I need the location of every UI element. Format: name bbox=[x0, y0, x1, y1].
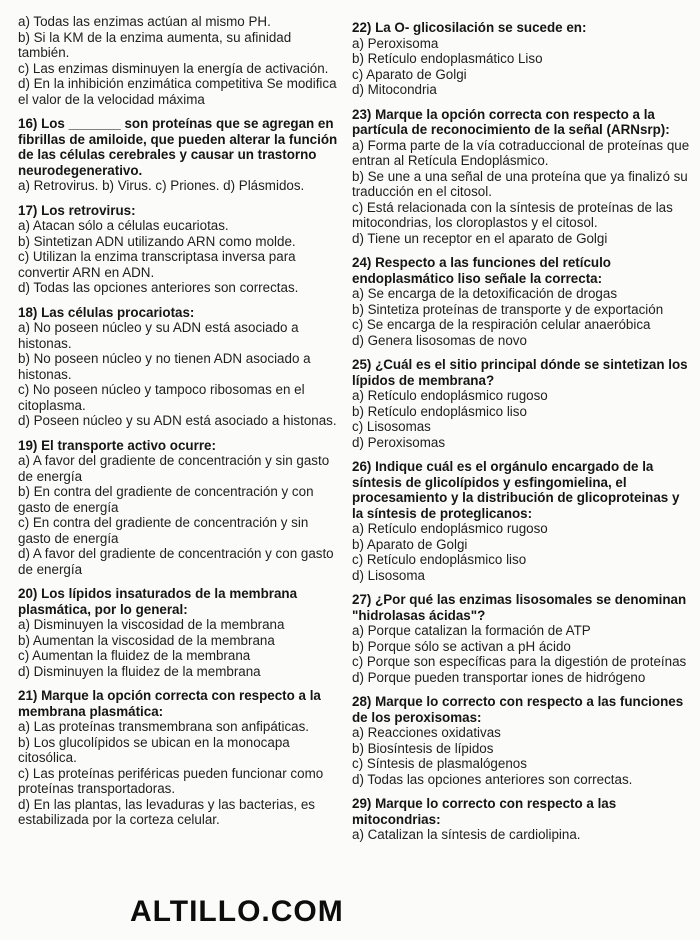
question-title: 16) Los _______ son proteínas que se agregan en fibrillas de amiloide, que pueden alterar la función de las células cerebrales y causar un trastorno neurodegenerativo. bbox=[18, 116, 338, 178]
answer-option: b) Se une a una señal de una proteína que ya finalizó su traducción en el citosol. bbox=[352, 168, 688, 199]
answer-option: a) Se encarga de la detoxificación de drogas bbox=[352, 286, 618, 301]
question-title: 28) Marque lo correcto con respecto a las funciones de los peroxisomas: bbox=[352, 694, 684, 725]
answer-option: a) Retículo endoplásmico rugoso bbox=[352, 521, 548, 536]
answer-option: a) A favor del gradiente de concentración y sin gasto de energía bbox=[18, 453, 330, 484]
answer-option: c) Las enzimas disminuyen la energía de activación. bbox=[18, 60, 329, 76]
answer-option: c) En contra del gradiente de concentración y sin gasto de energía bbox=[18, 515, 309, 546]
question-title: 23) Marque la opción correcta con respecto a la partícula de reconocimiento de la señal (ARNsrp): bbox=[352, 106, 670, 137]
answer-option: c) Lisosomas bbox=[352, 419, 431, 434]
answer-option: d) Disminuyen la fluidez de la membrana bbox=[18, 663, 261, 679]
answer-option: c) Retículo endoplásmico liso bbox=[352, 552, 527, 567]
answer-option: b) Si la KM de la enzima aumenta, su afinidad también. bbox=[18, 29, 292, 60]
answer-option: b) Sintetizan ADN utilizando ARN como molde. bbox=[18, 233, 296, 249]
answer-option: d) Peroxisomas bbox=[352, 434, 446, 450]
answer-option: c) Porque son específicas para la digestión de proteínas bbox=[352, 654, 687, 669]
question-25 bbox=[352, 357, 692, 450]
answer-option: c) Las proteínas periféricas pueden funcionar como proteínas transportadoras. bbox=[18, 765, 324, 796]
answer-option: a) Retículo endoplásmico rugoso bbox=[352, 388, 548, 403]
question-24 bbox=[352, 255, 692, 348]
answer-option: a) Retrovirus. b) Virus. c) Priones. d) Plásmidos. bbox=[18, 178, 305, 193]
question-title: 17) Los retrovirus: bbox=[18, 202, 136, 218]
question-29 bbox=[352, 796, 692, 843]
answer-option: b) Sintetiza proteínas de transporte y de exportación bbox=[352, 301, 664, 317]
question-title: 25) ¿Cuál es el sitio principal dónde se sintetizan los lípidos de membrana? bbox=[352, 357, 688, 388]
question-15-remainder bbox=[18, 14, 344, 107]
answer-option: b) No poseen núcleo y no tienen ADN asociado a histonas. bbox=[18, 351, 311, 382]
answer-option: d) Mitocondria bbox=[352, 82, 437, 97]
answer-option: a) Forma parte de la vía cotraduccional de proteínas que entran al Retícula Endoplásmico. bbox=[352, 137, 690, 168]
answer-option: c) Utilizan la enzima transcriptasa inversa para convertir ARN en ADN. bbox=[18, 249, 296, 280]
answer-option: b) Aparato de Golgi bbox=[352, 536, 468, 552]
site-watermark: ALTILLO.COM bbox=[130, 895, 344, 928]
answer-option: d) Lisosoma bbox=[352, 567, 425, 583]
question-28 bbox=[352, 694, 692, 787]
question-18 bbox=[18, 305, 344, 429]
answer-option: d) Todas las opciones anteriores son correctas. bbox=[18, 280, 299, 295]
answer-option: a) Reacciones oxidativas bbox=[352, 725, 501, 740]
question-title: 19) El transporte activo ocurre: bbox=[18, 437, 216, 453]
answer-option: d) Poseen núcleo y su ADN está asociado a histonas. bbox=[18, 413, 337, 428]
answer-option: a) Atacan sólo a células eucariotas. bbox=[18, 218, 229, 233]
answer-option: a) Catalizan la síntesis de cardiolipina. bbox=[352, 827, 581, 842]
question-title: 24) Respecto a las funciones del retículo endoplasmático liso señale la correcta: bbox=[352, 255, 611, 286]
answer-option: b) Retículo endoplasmático Liso bbox=[352, 51, 543, 66]
left-column bbox=[18, 14, 344, 837]
question-title: 21) Marque la opción correcta con respecto a la membrana plasmática: bbox=[18, 688, 321, 719]
question-26 bbox=[352, 459, 692, 583]
question-19 bbox=[18, 438, 344, 578]
answer-option: d) Genera lisosomas de novo bbox=[352, 332, 527, 348]
question-22 bbox=[352, 20, 692, 98]
answer-option: a) Todas las enzimas actúan al mismo PH. bbox=[18, 14, 271, 29]
answer-option: d) A favor del gradiente de concentración y con gasto de energía bbox=[18, 546, 334, 577]
question-21 bbox=[18, 688, 344, 828]
question-23 bbox=[352, 107, 692, 247]
question-title: 18) Las células procariotas: bbox=[18, 304, 195, 320]
answer-option: d) En la inhibición enzimática competitiva Se modifica el valor de la velocidad máxima bbox=[18, 76, 337, 107]
question-title: 22) La O- glicosilación se sucede en: bbox=[352, 20, 587, 35]
answer-option: d) Tiene un receptor en el aparato de Golgi bbox=[352, 230, 608, 246]
question-16 bbox=[18, 116, 344, 194]
answer-option: c) Síntesis de plasmalógenos bbox=[352, 756, 527, 771]
answer-option: a) No poseen núcleo y su ADN está asociado a histonas. bbox=[18, 320, 299, 351]
answer-option: c) Está relacionada con la síntesis de proteínas de las mitocondrias, los cloroplastos y el citosol. bbox=[352, 199, 673, 230]
question-17 bbox=[18, 203, 344, 296]
answer-option: b) Biosíntesis de lípidos bbox=[352, 740, 494, 756]
answer-option: a) Las proteínas transmembrana son anfipáticas. bbox=[18, 719, 310, 734]
answer-option: b) Porque sólo se activan a pH ácido bbox=[352, 638, 571, 654]
answer-option: c) Aumentan la fluidez de la membrana bbox=[18, 648, 251, 663]
answer-option: b) Aumentan la viscosidad de la membrana bbox=[18, 632, 275, 648]
answer-option: c) Se encarga de la respiración celular anaeróbica bbox=[352, 317, 651, 332]
answer-option: d) Porque pueden transportar iones de hidrógeno bbox=[352, 669, 646, 685]
answer-option: c) No poseen núcleo y tampoco ribosomas en el citoplasma. bbox=[18, 382, 305, 413]
right-column bbox=[352, 20, 692, 852]
answer-option: b) Retículo endoplásmico liso bbox=[352, 403, 527, 419]
answer-option: b) En contra del gradiente de concentración y con gasto de energía bbox=[18, 484, 314, 515]
answer-option: d) Todas las opciones anteriores son correctas. bbox=[352, 771, 633, 787]
question-title: 20) Los lípidos insaturados de la membrana plasmática, por lo general: bbox=[18, 586, 298, 617]
question-title: 29) Marque lo correcto con respecto a las mitocondrias: bbox=[352, 796, 617, 827]
answer-option: b) Los glucolípidos se ubican en la monocapa citosólica. bbox=[18, 734, 290, 765]
answer-option: c) Aparato de Golgi bbox=[352, 66, 467, 82]
question-title: 26) Indique cuál es el orgánulo encargado de la síntesis de glicolípidos y esfingomielina, el procesamiento y la distribución de glicoproteinas y la síntesis de proteglicanos: bbox=[352, 459, 680, 521]
answer-option: a) Peroxisoma bbox=[352, 35, 439, 51]
answer-option: a) Porque catalizan la formación de ATP bbox=[352, 623, 591, 638]
answer-option: a) Disminuyen la viscosidad de la membrana bbox=[18, 617, 285, 632]
question-27 bbox=[352, 592, 692, 685]
answer-option: d) En las plantas, las levaduras y las bacterias, es estabilizada por la corteza celular. bbox=[18, 796, 315, 827]
question-20 bbox=[18, 586, 344, 679]
question-title: 27) ¿Por qué las enzimas lisosomales se denominan "hidrolasas ácidas"? bbox=[352, 592, 687, 623]
